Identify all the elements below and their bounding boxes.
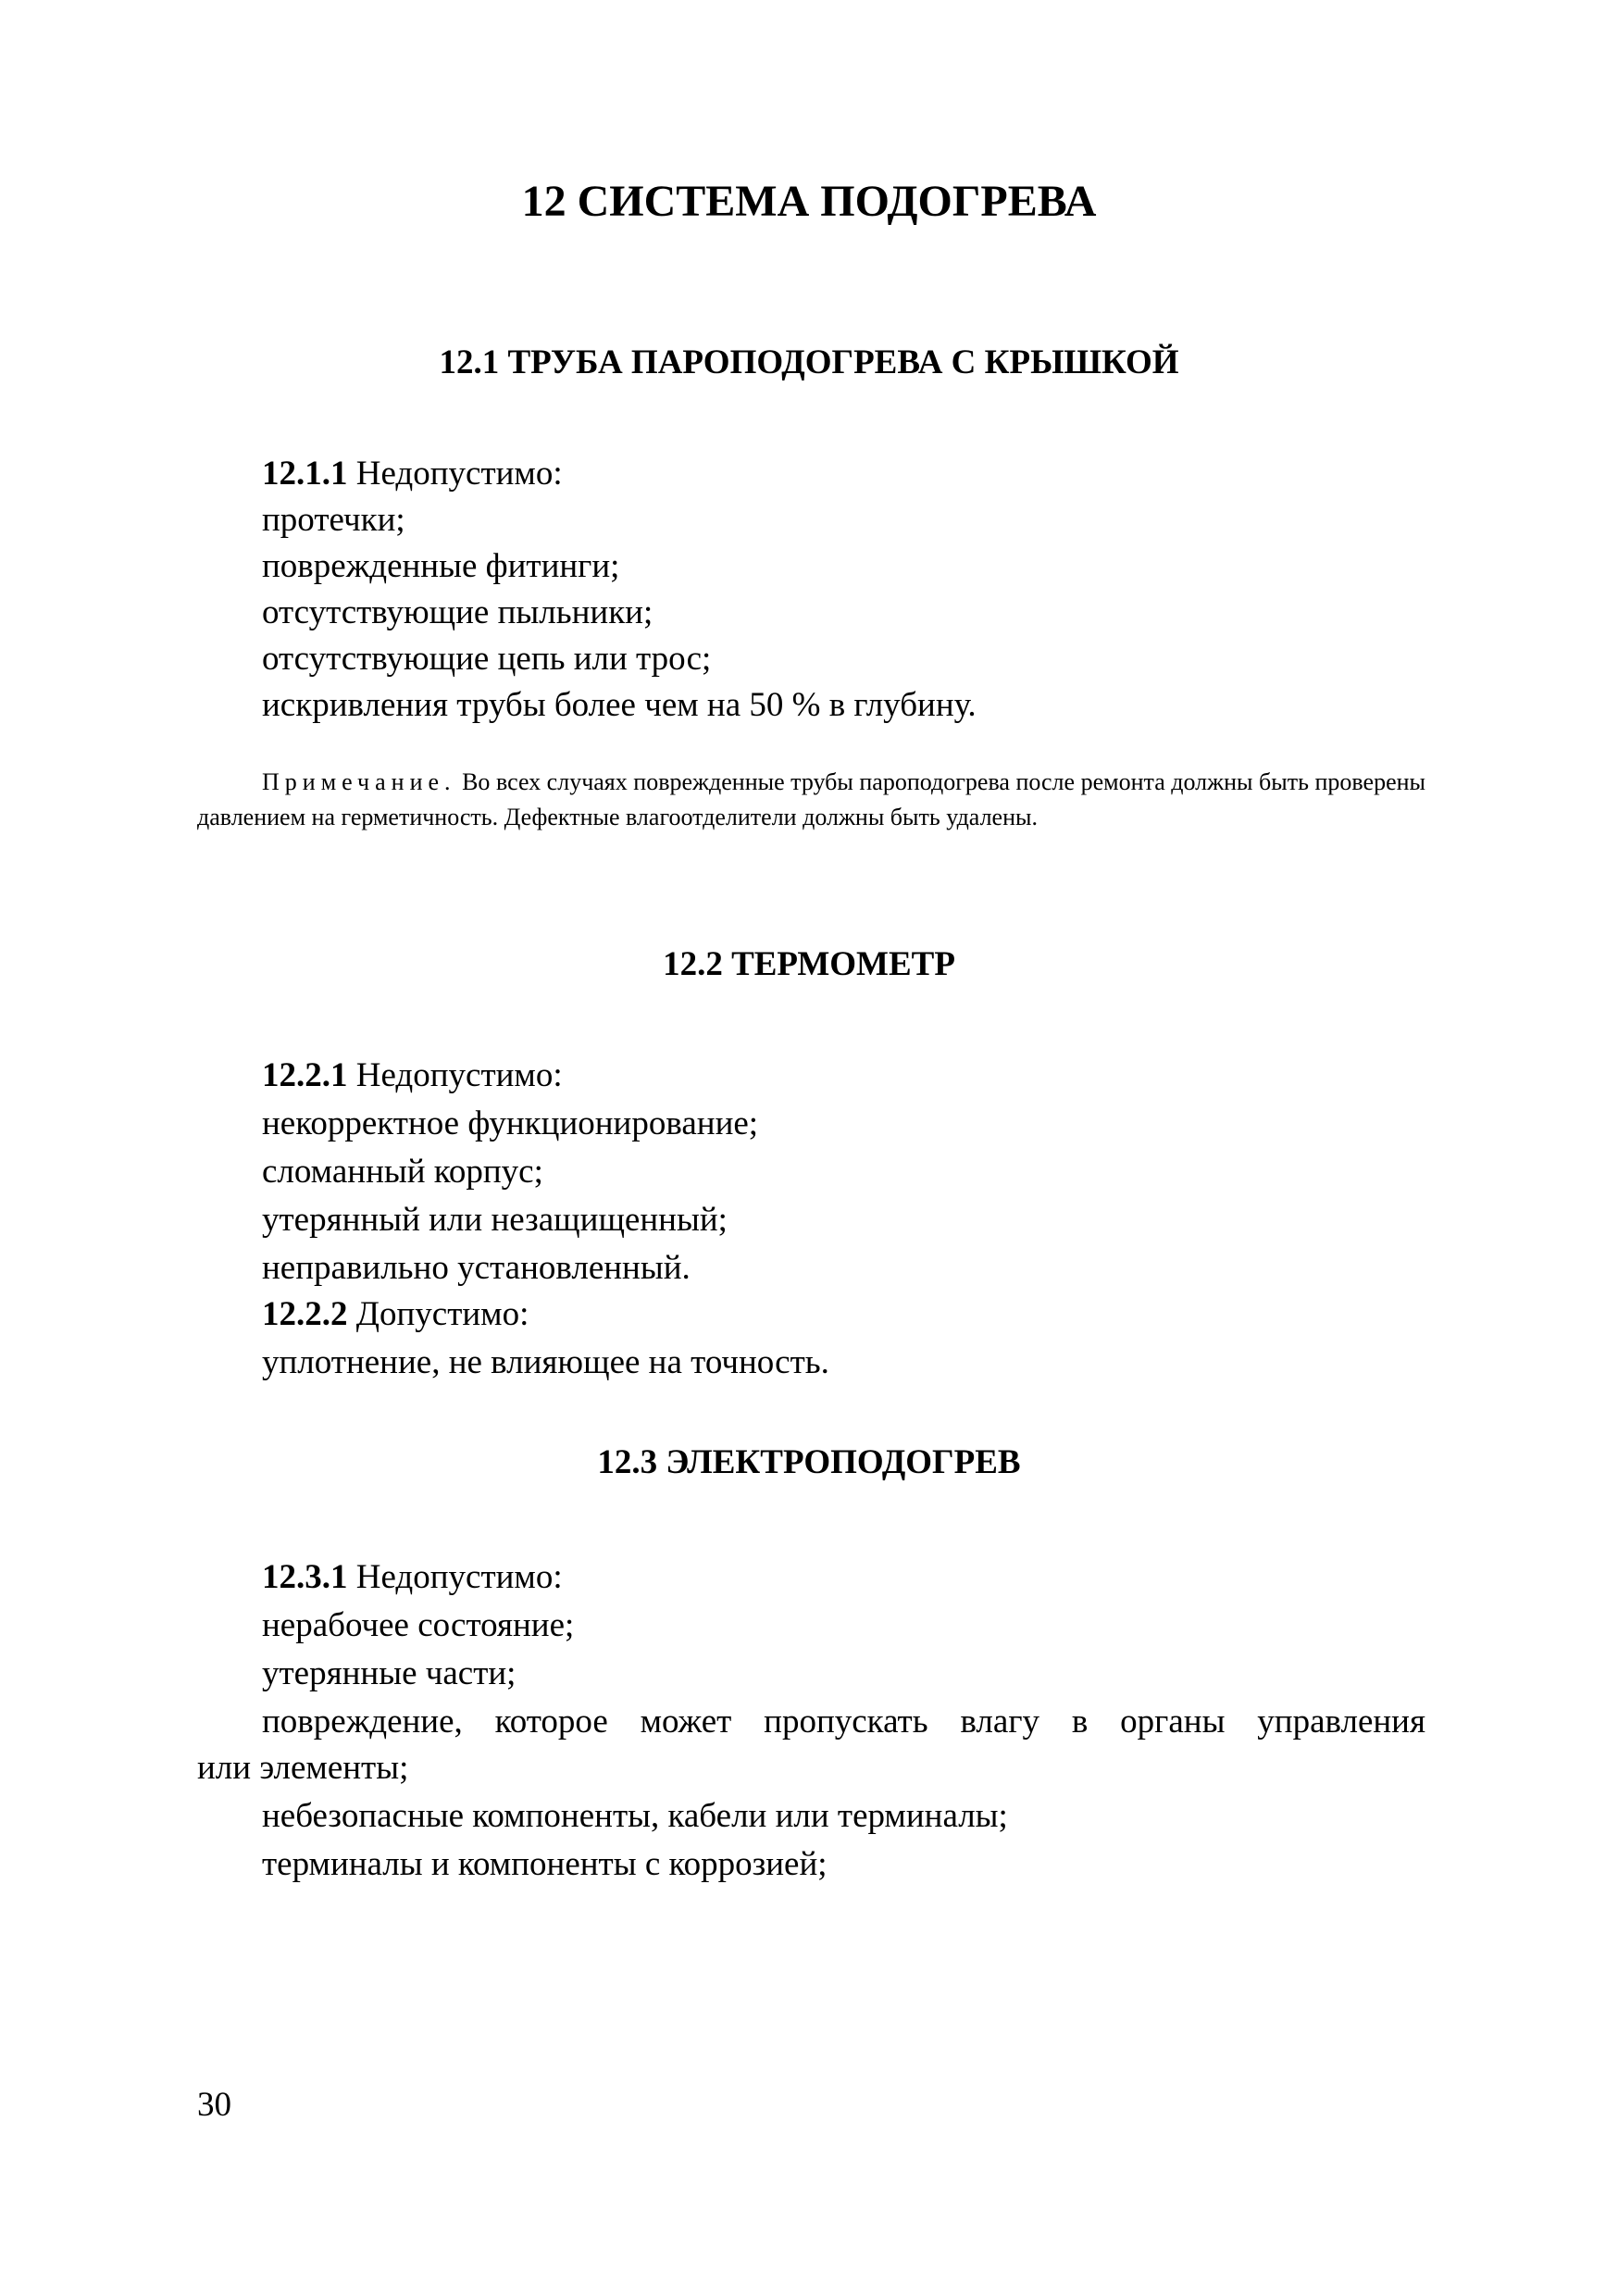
list-item: отсутствующие пыльники; bbox=[262, 593, 653, 631]
list-item: неправильно установленный. bbox=[262, 1249, 691, 1287]
clause-12-2-2-heading bbox=[262, 1294, 529, 1334]
list-item: нерабочее состояние; bbox=[262, 1606, 575, 1644]
note-label: Примечание. bbox=[262, 768, 456, 795]
list-item: протечки; bbox=[262, 501, 405, 539]
clause-12-2-1-heading bbox=[262, 1055, 563, 1095]
page-number: 30 bbox=[197, 2086, 231, 2124]
clause-number: 12.2.1 bbox=[262, 1056, 348, 1094]
clause-12-3-1-heading bbox=[262, 1557, 563, 1597]
clause-label: Допустимо: bbox=[347, 1295, 529, 1333]
clause-number: 12.2.2 bbox=[262, 1295, 348, 1333]
section-title-12-1: 12.1 ТРУБА ПАРОПОДОГРЕВА С КРЫШКОЙ bbox=[439, 343, 1179, 381]
list-item: терминалы и компоненты с коррозией; bbox=[262, 1845, 828, 1883]
list-item: сломанный корпус; bbox=[262, 1153, 543, 1191]
chapter-title: 12 СИСТЕМА ПОДОГРЕВА bbox=[521, 177, 1097, 226]
list-item: утерянный или незащищенный; bbox=[262, 1201, 728, 1239]
list-item: небезопасные компоненты, кабели или терминалы; bbox=[262, 1797, 1008, 1835]
list-item: отсутствующие цепь или трос; bbox=[262, 640, 712, 678]
list-item: искривления трубы более чем на 50 % в глубину. bbox=[262, 686, 977, 724]
note-paragraph bbox=[197, 765, 1425, 835]
clause-number: 12.3.1 bbox=[262, 1558, 348, 1596]
list-item: некорректное функционирование; bbox=[262, 1104, 759, 1142]
clause-number: 12.1.1 bbox=[262, 455, 348, 493]
note-text: Во всех случаях поврежденные трубы пароподогрева после ремонта должны быть проверены давлением на герметичность. Дефектные влагоотделители должны быть удалены. bbox=[197, 768, 1425, 830]
list-item: уплотнение, не влияющее на точность. bbox=[262, 1343, 829, 1381]
section-title-12-2: 12.2 ТЕРМОМЕТР bbox=[663, 945, 955, 983]
clause-label: Недопустимо: bbox=[347, 1558, 563, 1596]
list-item: повреждение, которое может пропускать влагу в органы управления bbox=[262, 1703, 1425, 1741]
list-item: поврежденные фитинги; bbox=[262, 547, 620, 585]
section-title-12-3: 12.3 ЭЛЕКТРОПОДОГРЕВ bbox=[597, 1443, 1021, 1481]
list-item: утерянные части; bbox=[262, 1654, 517, 1692]
clause-label: Недопустимо: bbox=[347, 1056, 563, 1094]
clause-12-1-1-heading bbox=[262, 454, 563, 493]
clause-label: Недопустимо: bbox=[347, 455, 563, 493]
list-item-continuation: или элементы; bbox=[197, 1749, 409, 1787]
